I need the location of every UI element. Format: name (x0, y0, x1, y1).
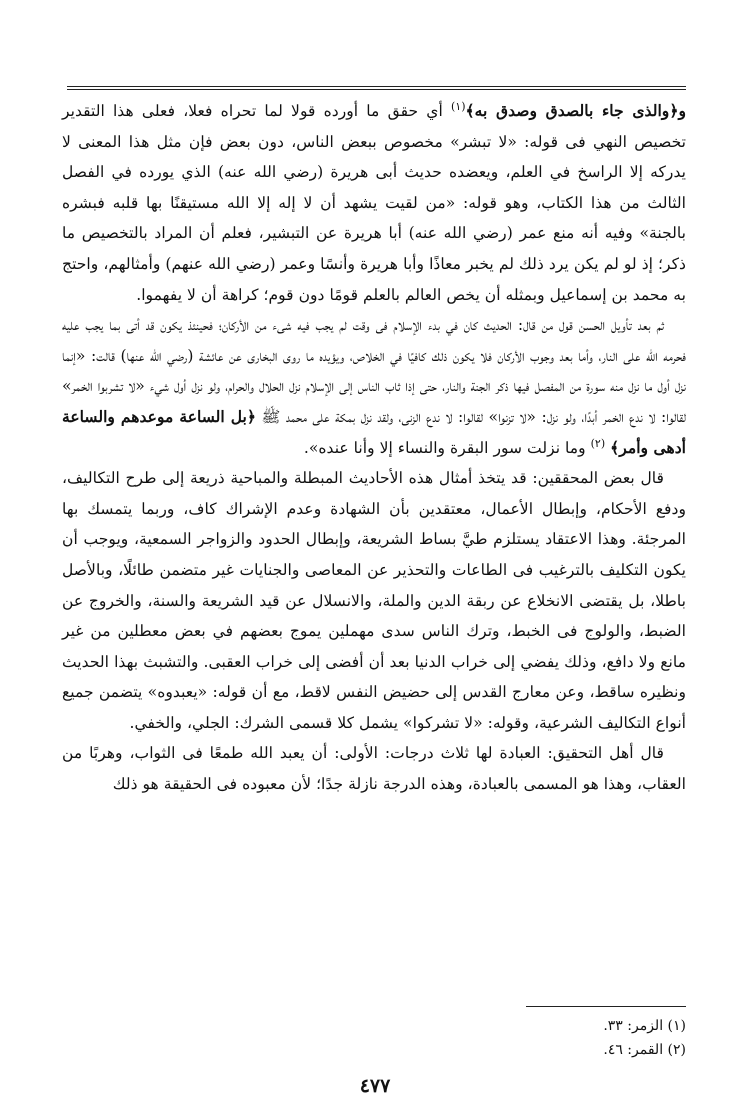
paragraph-text: قال أهل التحقيق: العبادة لها ثلاث درجات: الأولى: أن يعبد الله طمعًا فى الثواب، وهربًا من العقاب، وهذا هو المسمى بالعبادة، وهذه الدرجة نازلة جدًا؛ لأن معبوده فى الحقيقة هو ذلك (62, 744, 686, 794)
quran-verse: و﴿والذى جاء بالصدق وصدق به﴾ (465, 101, 687, 120)
paragraph-1 (62, 96, 686, 310)
paragraph-text: قال بعض المحققين: قد يتخذ أمثال هذه الأحاديث المبطلة والمباحية ذريعة إلى طرح التكاليف، ودفع الأحكام، وإبطال الأعمال، معتقدين بأن الشهادة وعدم الإشراك كاف، وربما يتمسك بها المرجئة. وهذا الاعتقاد يستلزم طيَّ بساط الشريعة، وإبطال الحدود والزواجر السمعية، ويوجب أن يكون التكليف بالترغيب فى الطاعات والتحذير عن المعاصى والجنايات غير متضمن طائلًا، وبالأصل باطلا، بل يقتضى الانخلاع عن ربقة الدين والملة، والانسلال عن قيد الشريعة والسنة، والخروج عن الضبط، والولوج فى الخبط، وترك الناس سدى مهملين يموج بعضهم في بعض معطلين من غير مانع ولا دافع، وذلك يفضي إلى خراب الدنيا بعد أن أفضى إلى خراب العقبى. والتشبث بهذا الحديث ونظيره ساقط، وعن معارج القدس إلى حضيض النفس لاقط، مع أن قوله: «يعبدوه» يتضمن جميع أنواع التكاليف الشرعية، وقوله: «لا تشركوا» يشمل كلا قسمى الشرك: الجلي، والخفي. (62, 469, 686, 732)
footnote-2: (٢) القمر: ٤٦. (603, 1042, 686, 1058)
page-number: ٤٧٧ (359, 1075, 391, 1097)
paragraph-text: وما نزلت سور البقرة والنساء إلا وأنا عنده». (303, 438, 591, 457)
footnotes (386, 1014, 686, 1062)
paragraph-text: ثم بعد تأويل الحسن قول من قال: الحديث كان في بدء الإسلام فى وقت لم يجب فيه شىء من الأركان؛ فحينئذ يكون قد أتى بما يجب عليه فحرمه الله على النار، وأما بعد وجوب الأركان فلا يكون ذلك كافيًا في الخلاص، ويؤيده ما روى البخارى عن عائشة (رضي الله عنها) قالت: «إنما نزل أول ما نزل منه سورة من المفصل فيها ذكر الجنة والنار، حتى إذا ثاب الناس إلى الإسلام نزل الحلال والحرام، ولو نزل أول شيء «لا تشربوا الخمر» لقالوا: لا ندع الخمر أبدًا، ولو نزل: «لا تزنوا» لقالوا: لا ندع الزنى، ولقد نزل بمكة على محمد ﷺ (62, 316, 686, 426)
paragraph-4 (62, 738, 686, 799)
paragraph-text: أي حقق ما أورده قولا لما تحراه فعلا، فعلى هذا التقدير تخصيص النهي فى قوله: «لا تبشر» مخصوص ببعض الناس، دون بعض فإن مثل هذا المعنى لا يدركه إلا الراسخ في العلم، ويعضده حديث أبى هريرة (رضي الله عنه) الذي يورده في الفصل الثالث من هذا الكتاب، وهو قوله: «من لقيت يشهد أن لا إله إلا الله مستيقنًا بها قلبه فبشره بالجنة» وفيه أنه منع عمر (رضي الله عنه) أبا هريرة عن التبشير، فعلم أن المراد بالتخصيص ما ذكر؛ إذ لو لم يكن يرد ذلك لم يخبر معاذًا وأبا هريرة وأنسًا وعمر (رضي الله عنهم) وأمثالهم، واحتج به محمد بن إسماعيل وبمثله أن يخص العالم بالعلم قومًا دون قوم؛ كراهة أن لا يفهموا. (62, 102, 686, 304)
paragraph-3 (62, 463, 686, 738)
paragraph-2 (62, 310, 686, 463)
header-rule (67, 86, 686, 90)
footnote-ref-1: (١) (450, 99, 466, 113)
footnote-1: (١) الزمر: ٣٣. (603, 1018, 686, 1034)
main-text (62, 96, 686, 800)
footnote-rule (526, 1006, 686, 1007)
quran-verse: ﴿بل الساعة موعدهم والساعة أدهى وأمر﴾ (62, 406, 686, 457)
footnote-ref-2: (٢) (590, 436, 606, 450)
